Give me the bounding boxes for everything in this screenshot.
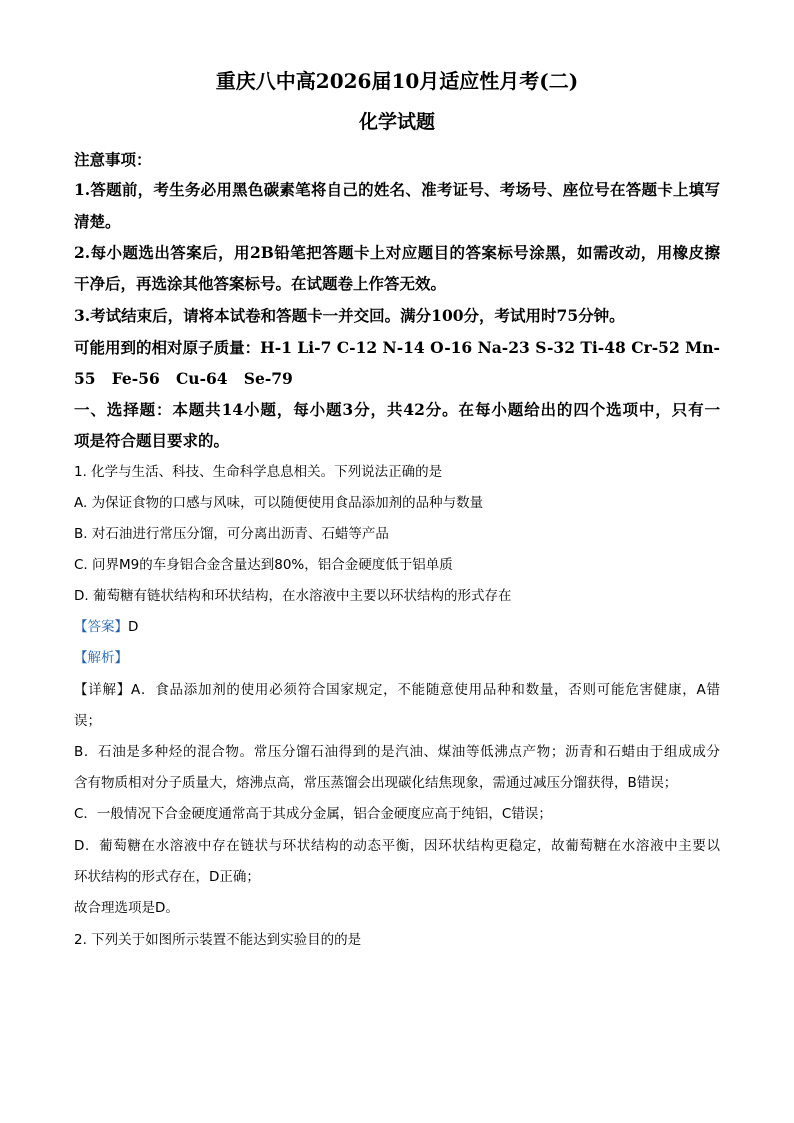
section-1-heading-line-1: 一、选择题：本题共14小题，每小题3分，共42分。在每小题给出的四个选项中，只有一 (74, 400, 720, 419)
question-1-option-d: D. 葡萄糖有链状结构和环状结构，在水溶液中主要以环状结构的形式存在 (74, 588, 512, 604)
atomic-masses-line-1: 可能用到的相对原子质量：H-1 Li-7 C-12 N-14 O-16 Na-23 S-32 Ti-48 Cr-52 Mn- (74, 338, 720, 357)
notice-heading: 注意事项： (74, 150, 152, 169)
detail-b-line-2: 含有物质相对分子质量大，熔沸点高，常压蒸馏会出现碳化结焦现象，需通过减压分馏获得，B错误； (74, 775, 678, 791)
detail-tag: 【详解】 (74, 682, 131, 698)
notice-item-1-line-1: 1.答题前，考生务必用黑色碳素笔将自己的姓名、准考证号、考场号、座位号在答题卡上填写 (74, 180, 720, 199)
detail-d-line-1: D．葡萄糖在水溶液中存在链状与环状结构的动态平衡，因环状结构更稳定，故葡萄糖在水溶液中主要以 (74, 838, 720, 854)
detail-b-line-1: B．石油是多种烃的混合物。常压分馏石油得到的是汽油、煤油等低沸点产物；沥青和石蜡由于组成成分 (74, 744, 720, 760)
question-1-option-c: C. 问界M9的车身铝合金含量达到80%，铝合金硬度低于铝单质 (74, 557, 453, 573)
notice-item-2-line-1: 2.每小题选出答案后，用2B铅笔把答题卡上对应题目的答案标号涂黑，如需改动，用橡皮擦 (74, 243, 720, 262)
question-1-stem: 1. 化学与生活、科技、生命科学息息相关。下列说法正确的是 (74, 464, 443, 480)
exam-subtitle: 化学试题 (358, 111, 435, 133)
question-2-stem: 2. 下列关于如图所示装置不能达到实验目的的是 (74, 932, 362, 948)
atomic-masses-line-2: 55 Fe-56 Cu-64 Se-79 (74, 369, 293, 388)
answer-value: D (128, 619, 139, 635)
answer-tag: 【答案】 (74, 619, 128, 635)
answer-line (74, 621, 138, 635)
notice-item-2-line-2: 干净后，再选涂其他答案标号。在试题卷上作答无效。 (74, 274, 447, 293)
detail-d-line-2: 环状结构的形式存在，D正确； (74, 869, 260, 885)
detail-a-line-1 (74, 684, 720, 698)
question-1-option-a: A. 为保证食物的口感与风味，可以随便使用食品添加剂的品种与数量 (74, 495, 484, 511)
section-1-heading-line-2: 项是符合题目要求的。 (74, 431, 230, 450)
notice-item-3: 3.考试结束后，请将本试卷和答题卡一并交回。满分100分，考试用时75分钟。 (74, 306, 625, 325)
detail-a-line-2: 误； (74, 713, 101, 729)
detail-a-text: A．食品添加剂的使用必须符合国家规定，不能随意使用品种和数量，否则可能危害健康，A错 (130, 682, 720, 698)
analysis-tag: 【解析】 (74, 650, 128, 666)
notice-item-1-line-2: 清楚。 (74, 212, 121, 231)
detail-c: C．一般情况下合金硬度通常高于其成分金属，铝合金硬度应高于纯铝，C错误； (74, 806, 552, 822)
question-1-option-b: B. 对石油进行常压分馏，可分离出沥青、石蜡等产品 (74, 526, 389, 542)
exam-title: 重庆八中高2026届10月适应性月考(二) (215, 69, 579, 93)
conclusion: 故合理选项是D。 (74, 900, 179, 916)
